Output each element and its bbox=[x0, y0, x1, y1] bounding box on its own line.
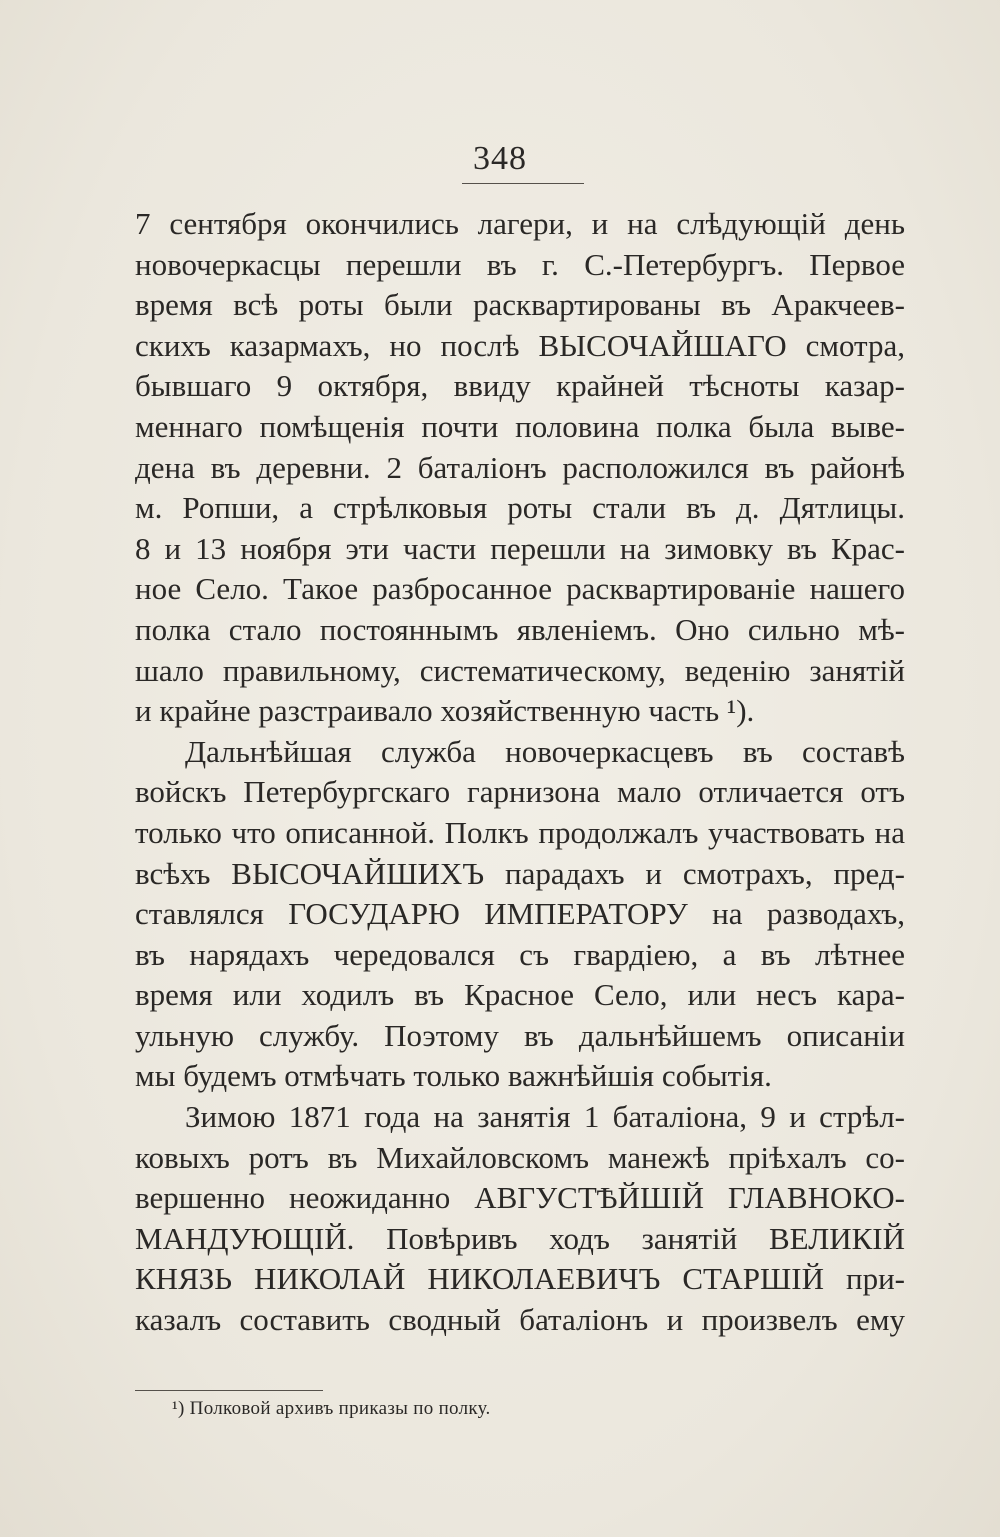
text-line: шало правильному, систематическому, веденію занятій bbox=[135, 652, 905, 688]
text-line: ное Село. Такое разбросанное расквартированіе нашего bbox=[135, 571, 905, 607]
text-line: ковыхъ ротъ въ Михайловскомъ манежѣ пріѣхалъ со- bbox=[135, 1139, 905, 1175]
footnote: ¹) Полковой архивъ приказы по полку. bbox=[172, 1398, 491, 1419]
text-line: и крайне разстраивало хозяйственную часть ¹). bbox=[135, 693, 755, 729]
text-line: ставлялся ГОСУДАРЮ ИМПЕРАТОРУ на разводахъ, bbox=[135, 896, 905, 932]
text-line: ульную службу. Поэтому въ дальнѣйшемъ описаніи bbox=[135, 1017, 905, 1053]
text-line: время всѣ роты были расквартированы въ Аракчеев- bbox=[135, 287, 905, 323]
text-line: 8 и 13 ноября эти части перешли на зимовку въ Крас- bbox=[135, 530, 905, 566]
body-text bbox=[135, 204, 905, 1341]
text-line: Зимою 1871 года на занятія 1 баталіона, 9 и стрѣл- bbox=[185, 1099, 905, 1135]
text-line: КНЯЗЬ НИКОЛАЙ НИКОЛАЕВИЧЪ СТАРШІЙ при- bbox=[135, 1261, 905, 1297]
text-line: всѣхъ ВЫСОЧАЙШИХЪ парадахъ и смотрахъ, пред- bbox=[135, 855, 905, 891]
text-line: въ нарядахъ чередовался съ гвардіею, а въ лѣтнее bbox=[135, 936, 905, 972]
header-rule bbox=[462, 183, 584, 184]
text-line: дена въ деревни. 2 баталіонъ расположился въ районѣ bbox=[135, 449, 905, 485]
text-line: Дальнѣйшая служба новочеркасцевъ въ составѣ bbox=[185, 733, 905, 769]
text-line: 7 сентября окончились лагери, и на слѣдующій день bbox=[135, 206, 905, 241]
text-line: войскъ Петербургскаго гарнизона мало отличается отъ bbox=[135, 774, 905, 810]
footnote-rule bbox=[135, 1390, 323, 1391]
text-line: мы будемъ отмѣчать только важнѣйшія событія. bbox=[135, 1058, 772, 1094]
text-line: МАНДУЮЩІЙ. Повѣривъ ходъ занятій ВЕЛИКІЙ bbox=[135, 1220, 905, 1256]
page-number: 348 bbox=[473, 140, 527, 177]
text-line: казалъ составить сводный баталіонъ и произвелъ ему bbox=[135, 1302, 905, 1338]
text-line: меннаго помѣщенія почти половина полка была выве- bbox=[135, 408, 905, 444]
text-line: м. Ропши, а стрѣлковыя роты стали въ д. Дятлицы. bbox=[135, 490, 905, 526]
text-line: вершенно неожиданно АВГУСТѢЙШІЙ ГЛАВНОКО- bbox=[135, 1180, 905, 1216]
page-header bbox=[0, 140, 1000, 184]
text-line: только что описанной. Полкъ продолжалъ участвовать на bbox=[135, 814, 905, 850]
text-line: скихъ казармахъ, но послѣ ВЫСОЧАЙШАГО смотра, bbox=[135, 327, 905, 363]
text-line: бывшаго 9 октября, ввиду крайней тѣсноты казар- bbox=[135, 368, 905, 404]
text-line: новочеркасцы перешли въ г. С.-Петербургъ. Первое bbox=[135, 246, 905, 282]
text-line: время или ходилъ въ Красное Село, или несъ кара- bbox=[135, 977, 905, 1013]
text-line: полка стало постояннымъ явленіемъ. Оно сильно мѣ- bbox=[135, 611, 905, 647]
